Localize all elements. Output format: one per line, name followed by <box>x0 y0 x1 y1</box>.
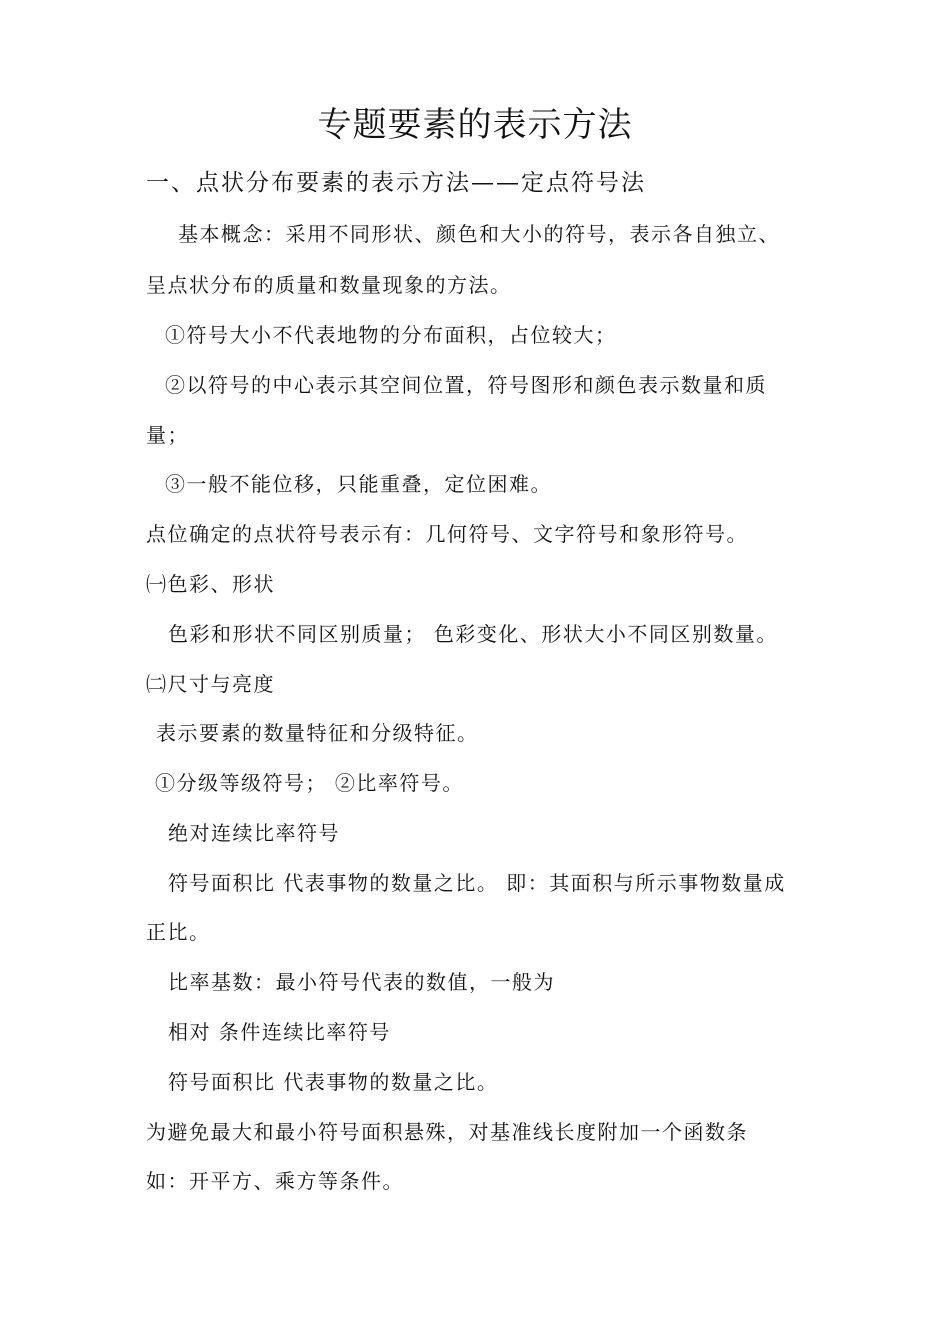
paragraph-line: 色彩和形状不同区别质量； 色彩变化、形状大小不同区别数量。 <box>168 622 778 646</box>
paragraph-line: 点位确定的点状符号表示有：几何符号、文字符号和象形符号。 <box>146 522 748 546</box>
paragraph-line: ③一般不能位移，只能重叠，定位困难。 <box>165 472 552 496</box>
document-title: 专题要素的表示方法 <box>317 105 633 145</box>
paragraph-line: ②以符号的中心表示其空间位置，符号图形和颜色表示数量和质 <box>165 373 767 397</box>
paragraph-line: ①分级等级符号； ②比率符号。 <box>155 771 464 795</box>
paragraph-line: 基本概念：采用不同形状、颜色和大小的符号，表示各自独立、 <box>178 222 780 246</box>
paragraph-line: 为避免最大和最小符号面积悬殊，对基准线长度附加一个函数条 <box>146 1120 748 1144</box>
paragraph-line: 呈点状分布的质量和数量现象的方法。 <box>146 273 512 297</box>
subheading-line: ㈠色彩、形状 <box>146 572 275 596</box>
paragraph-line: 正比。 <box>146 920 211 944</box>
paragraph-line: 比率基数：最小符号代表的数值，一般为 <box>168 970 555 994</box>
paragraph-line: ①符号大小不代表地物的分布面积，占位较大； <box>165 323 617 347</box>
paragraph-line: 表示要素的数量特征和分级特征。 <box>156 721 479 745</box>
paragraph-line: 量； <box>146 423 189 447</box>
section-heading: 一、点状分布要素的表示方法——定点符号法 <box>146 170 646 196</box>
paragraph-line: 绝对连续比率符号 <box>168 821 340 845</box>
subheading-line: ㈡尺寸与亮度 <box>146 672 275 696</box>
paragraph-line: 如：开平方、乘方等条件。 <box>146 1169 404 1193</box>
paragraph-line: 符号面积比 代表事物的数量之比。 即：其面积与所示事物数量成 <box>168 871 786 895</box>
paragraph-line: 符号面积比 代表事物的数量之比。 <box>168 1070 499 1094</box>
paragraph-line: 相对 条件连续比率符号 <box>168 1020 391 1044</box>
